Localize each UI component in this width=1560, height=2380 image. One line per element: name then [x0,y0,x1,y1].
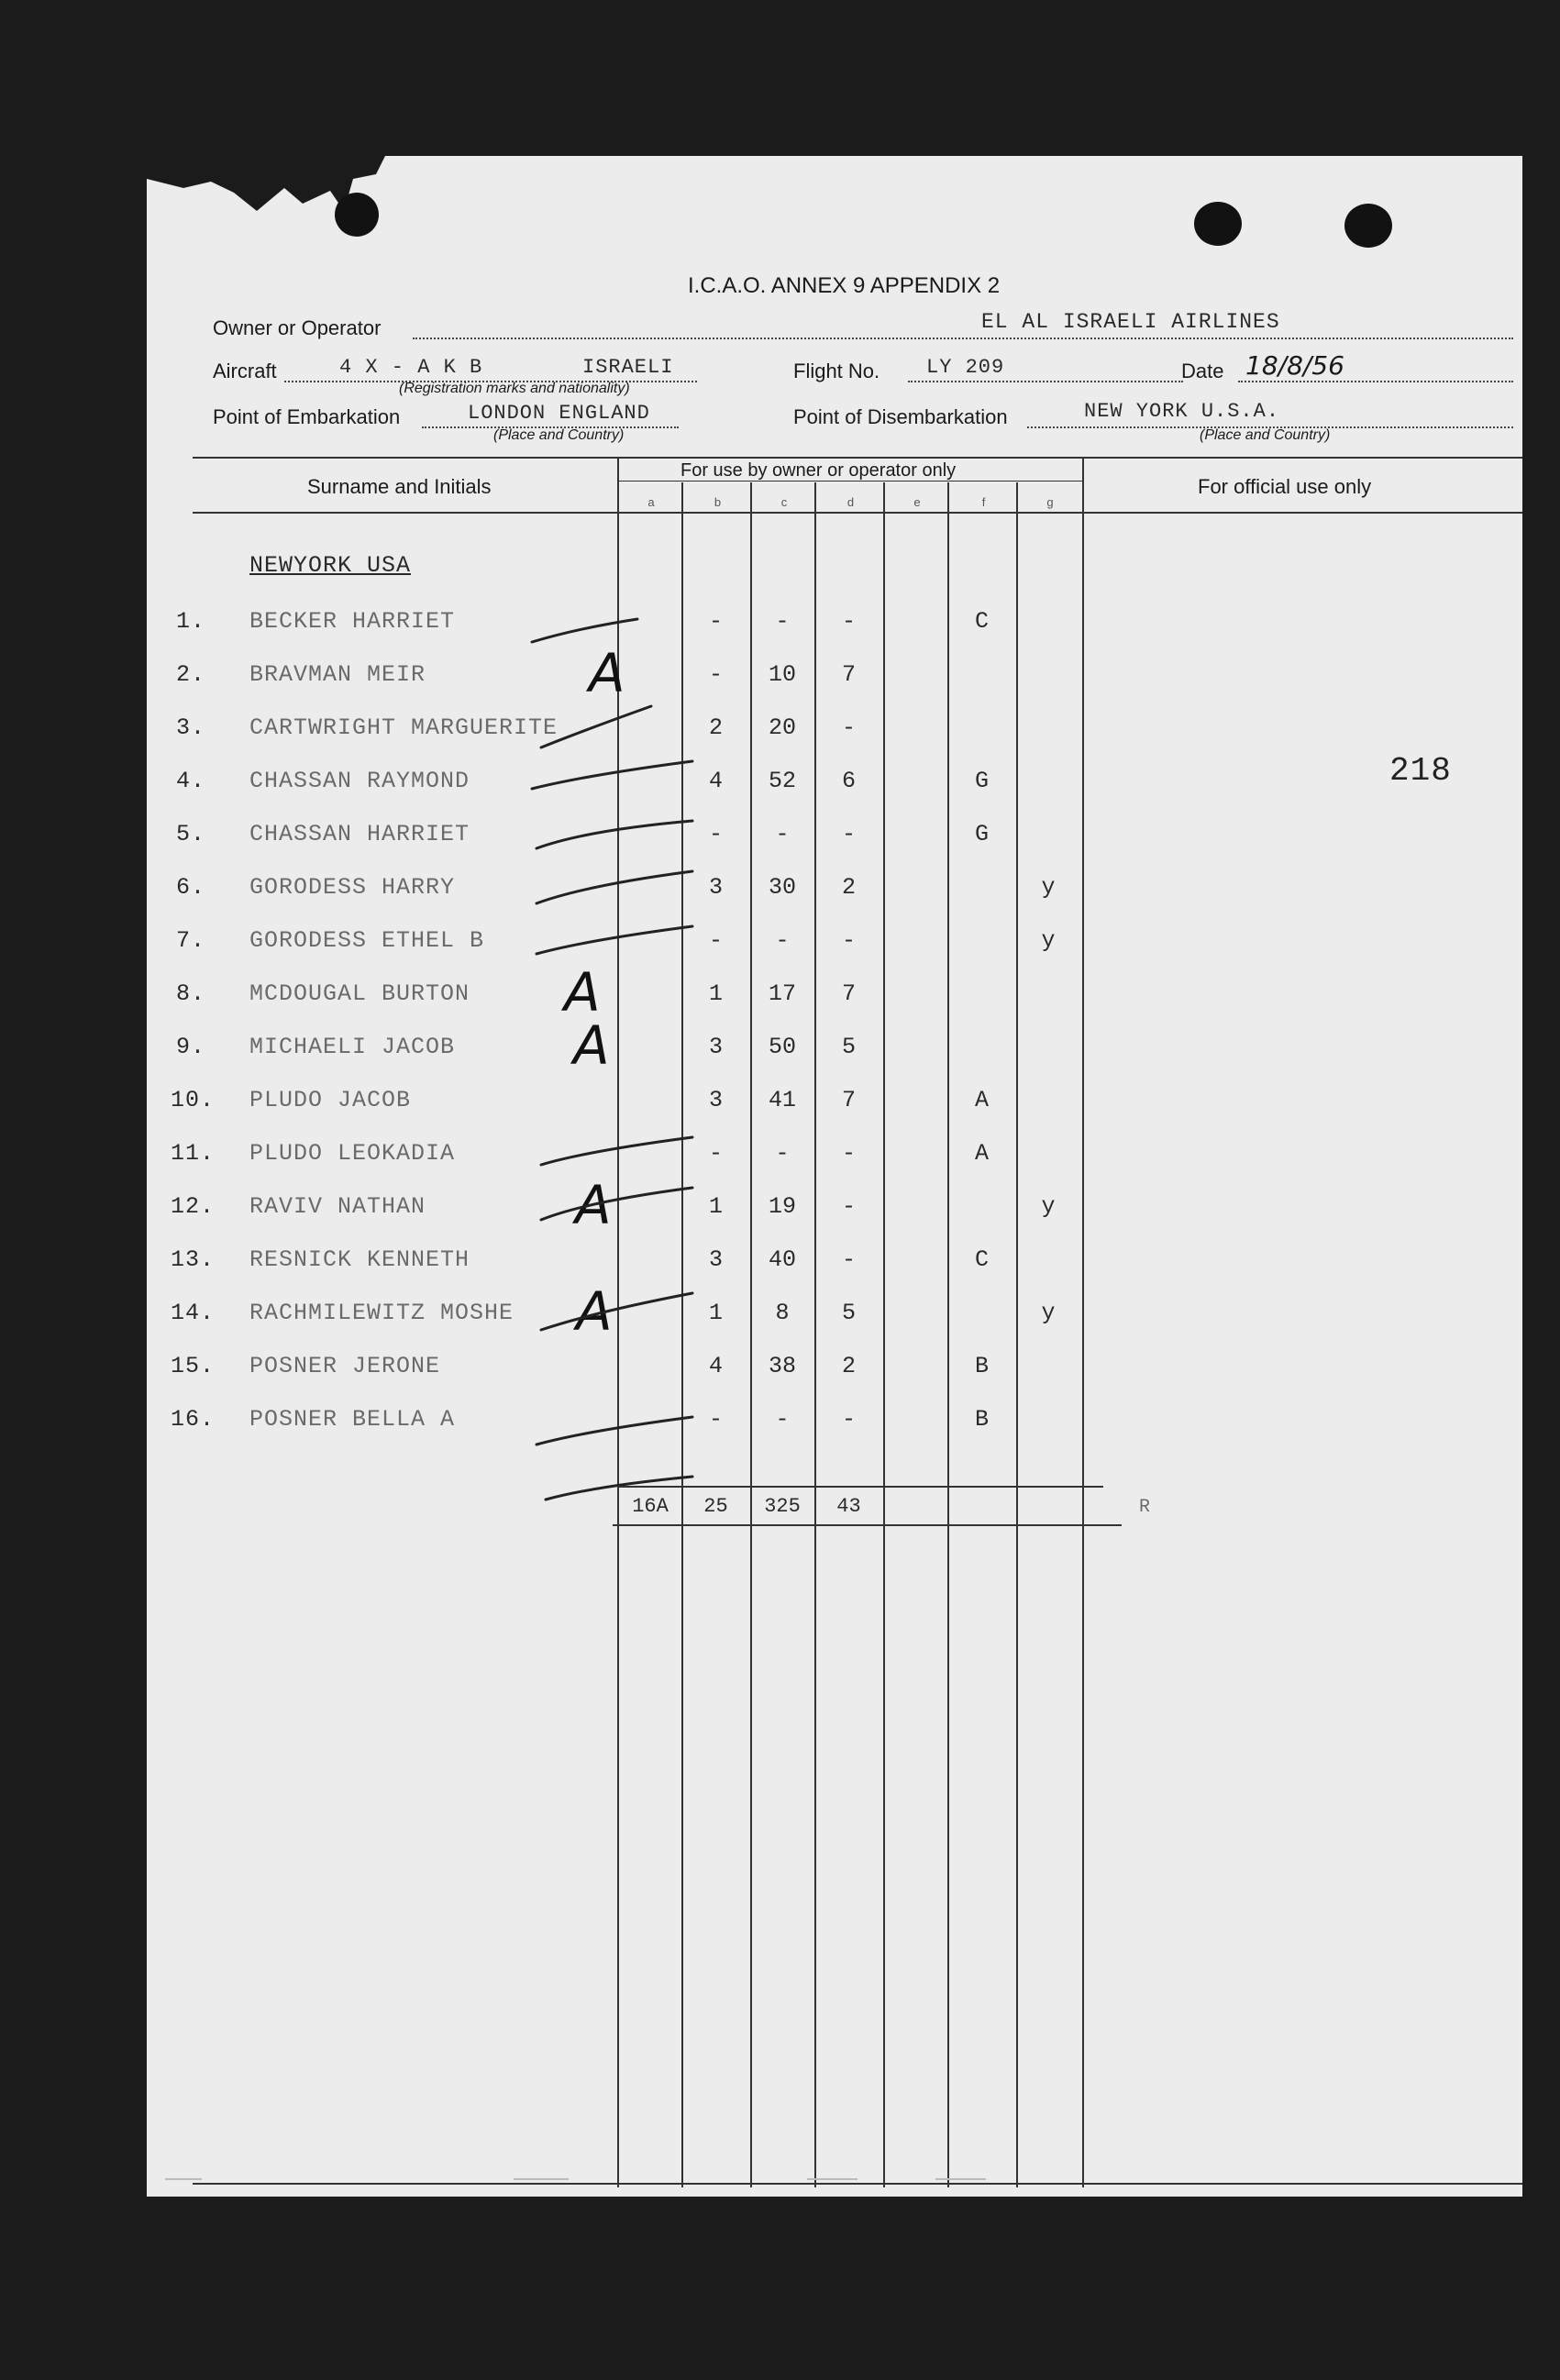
cell-d: 6 [841,768,856,794]
cell-f: C [974,1246,989,1273]
cell-c: 50 [768,1034,796,1060]
total-c: 325 [764,1495,801,1518]
cell-d: - [841,1406,856,1433]
row-number: 12. [171,1193,216,1220]
disembarkation-value: NEW YORK U.S.A. [1084,400,1280,423]
passenger-name: RAVIV NATHAN [249,1193,426,1220]
edge-tick [165,2178,202,2180]
passenger-name: PLUDO JACOB [249,1087,412,1113]
date-value: 18/8/56 [1245,350,1344,381]
row-number: 5. [176,821,206,847]
row-number: 1. [176,608,206,635]
sub-col-d: d [846,495,855,509]
passenger-name: RESNICK KENNETH [249,1246,470,1273]
column-header-official-use: For official use only [1198,475,1372,498]
passenger-name: BRAVMAN MEIR [249,661,426,688]
passenger-name: MCDOUGAL BURTON [249,980,470,1007]
cell-b: - [708,608,723,635]
passenger-name: CHASSAN RAYMOND [249,768,470,794]
cell-c: 52 [768,768,796,794]
row-number: 2. [176,661,206,688]
cell-c: 10 [768,661,796,688]
sub-col-c: c [780,495,788,509]
total-d: 43 [836,1495,861,1518]
sub-col-g: g [1046,495,1054,509]
cell-b: 1 [708,1193,723,1220]
passenger-name: BECKER HARRIET [249,608,456,635]
embarkation-place-note: (Place and Country) [493,427,625,443]
cell-b: 1 [708,1300,723,1326]
cell-d: 5 [841,1034,856,1060]
cell-c: 38 [768,1353,796,1379]
cell-c: - [775,608,790,635]
edge-tick [514,2178,569,2180]
bottom-rule [193,2183,1522,2185]
cell-b: 4 [708,768,723,794]
cell-d: 2 [841,1353,856,1379]
cell-d: 5 [841,1300,856,1326]
cell-d: - [841,821,856,847]
cell-d: - [841,1193,856,1220]
cell-b: 3 [708,1087,723,1113]
cell-f: C [974,608,989,635]
row-number: 7. [176,927,206,954]
cell-g: y [1041,874,1056,901]
cell-f: A [974,1140,989,1167]
cell-c: - [775,1406,790,1433]
cell-d: 7 [841,980,856,1007]
section-heading: NEWYORK USA [249,552,412,579]
passenger-name: MICHAELI JACOB [249,1034,456,1060]
cell-c: - [775,927,790,954]
cell-b: 2 [708,714,723,741]
cell-d: 2 [841,874,856,901]
row-number: 9. [176,1034,206,1060]
form-title: I.C.A.O. ANNEX 9 APPENDIX 2 [688,273,1001,298]
edge-tick [807,2178,857,2180]
handwritten-mark: A [564,961,601,1024]
cell-d: 7 [841,661,856,688]
totals-top-rule [617,1486,1103,1488]
aircraft-registration: 4 X - A K B [339,356,483,379]
aircraft-nationality: ISRAELI [582,356,674,379]
edge-tick [935,2178,986,2180]
manifest-page [147,156,1522,2197]
cell-c: 41 [768,1087,796,1113]
passenger-name: CHASSAN HARRIET [249,821,470,847]
disembarkation-label: Point of Disembarkation [793,405,1008,428]
cell-b: - [708,661,723,688]
handwritten-mark: A [573,1014,610,1077]
registration-note: (Registration marks and nationality) [399,381,630,396]
row-number: 6. [176,874,206,901]
handwritten-mark: A [575,1174,612,1236]
official-number: 218 [1389,752,1452,790]
cell-c: 8 [775,1300,790,1326]
cell-c: - [775,821,790,847]
aircraft-label: Aircraft [213,360,277,382]
total-a: 16A [632,1495,669,1518]
column-header-owner-use: For use by owner or operator only [680,460,957,481]
passenger-name: POSNER JERONE [249,1353,441,1379]
embarkation-value: LONDON ENGLAND [468,402,650,425]
cell-d: - [841,714,856,741]
cell-g: y [1041,927,1056,954]
row-number: 10. [171,1087,216,1113]
cell-d: - [841,608,856,635]
passenger-name: PLUDO LEOKADIA [249,1140,456,1167]
embarkation-label: Point of Embarkation [213,405,401,428]
sub-col-a: a [647,495,655,509]
passenger-name: POSNER BELLA A [249,1406,456,1433]
date-label: Date [1181,360,1224,382]
cell-b: 1 [708,980,723,1007]
cell-f: G [974,821,989,847]
row-number: 13. [171,1246,216,1273]
cell-f: B [974,1406,989,1433]
disembarkation-place-note: (Place and Country) [1200,427,1331,443]
total-b: 25 [703,1495,728,1518]
cell-b: - [708,821,723,847]
handwritten-strokes [147,156,1522,1532]
passenger-name: GORODESS HARRY [249,874,456,901]
cell-b: 4 [708,1353,723,1379]
cell-d: - [841,927,856,954]
cell-c: 20 [768,714,796,741]
totals-bottom-rule [613,1524,1122,1526]
flight-label: Flight No. [793,360,880,382]
owner-label: Owner or Operator [213,316,382,339]
cell-b: - [708,1406,723,1433]
sub-col-e: e [913,495,921,509]
cell-d: - [841,1246,856,1273]
sub-col-f: f [981,495,986,509]
cell-d: 7 [841,1087,856,1113]
cell-g: y [1041,1300,1056,1326]
owner-value: EL AL ISRAELI AIRLINES [981,310,1280,334]
row-number: 15. [171,1353,216,1379]
cell-c: 19 [768,1193,796,1220]
cell-f: A [974,1087,989,1113]
cell-c: 17 [768,980,796,1007]
flight-value: LY 209 [926,356,1005,379]
row-number: 16. [171,1406,216,1433]
cell-b: 3 [708,1246,723,1273]
cell-g: y [1041,1193,1056,1220]
cell-c: - [775,1140,790,1167]
cell-c: 30 [768,874,796,901]
cell-f: G [974,768,989,794]
cell-f: B [974,1353,989,1379]
cell-c: 40 [768,1246,796,1273]
cell-b: 3 [708,1034,723,1060]
margin-r-mark: R [1139,1497,1152,1518]
cell-d: - [841,1140,856,1167]
passenger-name: GORODESS ETHEL B [249,927,485,954]
cell-b: 3 [708,874,723,901]
passenger-name: RACHMILEWITZ MOSHE [249,1300,514,1326]
cell-b: - [708,1140,723,1167]
row-number: 14. [171,1300,216,1326]
handwritten-mark: A [589,642,625,704]
passenger-name: CARTWRIGHT MARGUERITE [249,714,559,741]
handwritten-mark: A [576,1280,613,1343]
row-number: 4. [176,768,206,794]
row-number: 8. [176,980,206,1007]
sub-col-b: b [714,495,722,509]
row-number: 3. [176,714,206,741]
column-header-surname: Surname and Initials [307,475,492,498]
cell-b: - [708,927,723,954]
row-number: 11. [171,1140,216,1167]
